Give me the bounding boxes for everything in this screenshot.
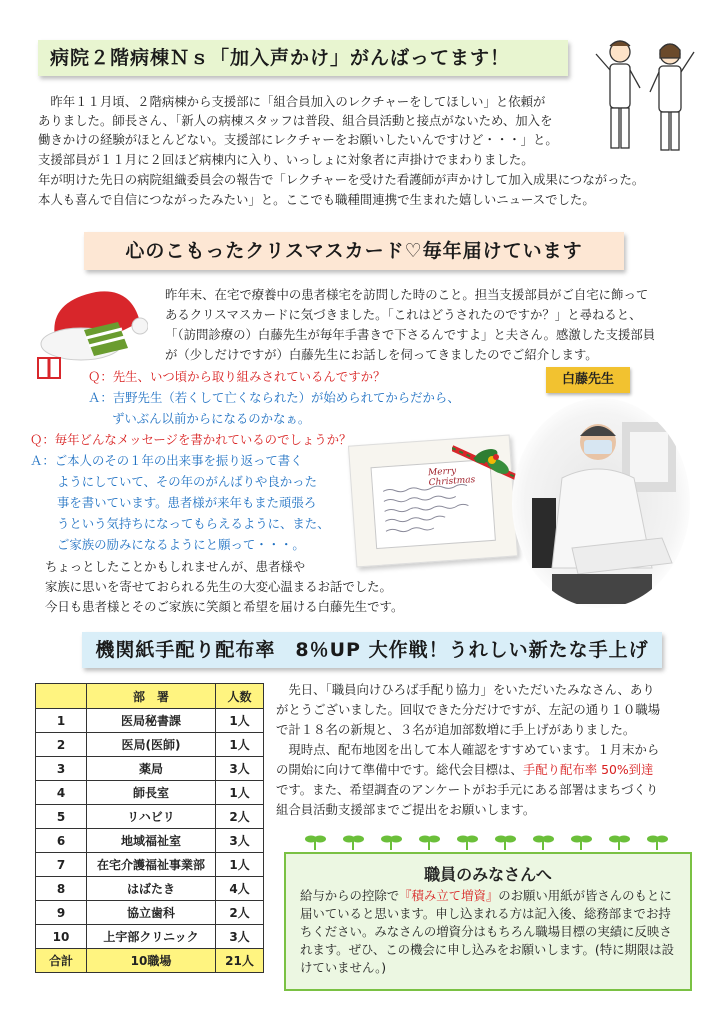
section3-line: 組合員活動支援部までご提出をお願いします。 [276, 802, 536, 817]
member-count: 2人 [216, 805, 264, 829]
department-name: 協立歯科 [87, 901, 216, 925]
section1-line: 本人も喜んで自信につながったみたい」と。ここでも職種間連携で生まれた嬉しいニュースでした。 [38, 192, 595, 207]
member-count: 3人 [216, 757, 264, 781]
department-name: リハビリ [87, 805, 216, 829]
notice-body [300, 887, 676, 977]
member-count: 1人 [216, 709, 264, 733]
section3-line-text: の開始に向けて準備中です。総代会目標は、 [276, 762, 523, 777]
card-greeting: Merry Christmas [427, 466, 476, 489]
table-row [36, 877, 264, 901]
question-1: Ｑ：先生、いつ頃から取り組みされているんですか？ [88, 369, 386, 384]
section3-line: がとうございました。回収できた分だけですが、左記の通り１０職場 [276, 702, 661, 717]
staff-notice-box [284, 852, 692, 991]
section3-line [276, 760, 653, 779]
closing-line: 今日も患者様とそのご家族に笑顔と希望を届ける白藤先生です。 [45, 599, 404, 614]
total-label: 合計 [36, 949, 87, 973]
closing-line: ちょっとしたことかもしれませんが、患者様や [45, 559, 306, 574]
department-name: 地域福祉室 [87, 829, 216, 853]
section3-title: 機関紙手配り配布率 8％UP 大作戦！うれしい新たな手上げ [82, 632, 662, 668]
table-header [36, 684, 87, 709]
table-header: 人数 [216, 684, 264, 709]
department-name: 在宅介護福祉事業部 [87, 853, 216, 877]
answer-2-line: Ａ：ご本人のその１年の出来事を振り返って書く [30, 453, 303, 468]
row-number: 6 [36, 829, 87, 853]
row-number: 5 [36, 805, 87, 829]
answer-1-line: Ａ：吉野先生（若くして亡くなられた）が始められてからだから、 [88, 390, 460, 405]
answer-2-line: うという気持ちになってもらえるように、また、 [57, 516, 330, 531]
table-row [36, 853, 264, 877]
table-row [36, 709, 264, 733]
department-name: 薬局 [87, 757, 216, 781]
doctor-figure [512, 398, 690, 608]
section1-line: 昨年１１月頃、２階病棟から支援部に「組合員加入のレクチャーをしてほしい」と依頼が [38, 94, 546, 109]
row-number: 8 [36, 877, 87, 901]
department-name: 医局(医師) [87, 733, 216, 757]
member-count: 3人 [216, 925, 264, 949]
member-count: 2人 [216, 901, 264, 925]
total-count: 21人 [216, 949, 264, 973]
member-count: 3人 [216, 829, 264, 853]
table-row [36, 757, 264, 781]
section1-line: ありました。師長さん、「新人の病棟スタッフは普段、組合員活動と接点がないため、加入を [38, 113, 553, 128]
department-name: 師長室 [87, 781, 216, 805]
notice-title: 職員のみなさんへ [424, 865, 552, 884]
section2-intro-line: 「（訪問診療の）白藤先生が毎年手書きで下さるんですよ」と夫さん。感激した支援部員 [165, 327, 656, 342]
doctor-photo [512, 398, 690, 608]
department-table [35, 683, 264, 973]
section1-title: 病院２階病棟Ｎｓ「加入声かけ」がんばってます！ [38, 40, 568, 76]
section1-line: 支援部員が１１月に２回ほど病棟内に入り、いっしょに対象者に声掛けでまわりました。 [38, 152, 534, 167]
notice-text-before: 給与からの控除で [300, 888, 400, 903]
section1-line: 年が明けた先日の病院組織委員会の報告で「レクチャーを受けた看護師が声かけして加入成果につながった。 [38, 172, 645, 187]
section3-line: で計１８名の新規と、３名が追加部数増に手上げがありました。 [276, 722, 636, 737]
handwriting-scribble [379, 478, 487, 543]
target-highlight: 手配り配布率 50%到達 [522, 762, 654, 777]
department-name: 上宇部クリニック [87, 925, 216, 949]
row-number: 9 [36, 901, 87, 925]
nurses-illustration [590, 36, 702, 168]
member-count: 1人 [216, 853, 264, 877]
notice-highlight: 『積み立て増資』 [399, 888, 499, 903]
section1-line: 働きかけの経験がほとんどない。支援部にレクチャーをお願いしたいんですけど・・・」と。 [38, 132, 558, 147]
member-count: 1人 [216, 781, 264, 805]
section3-line: 先日、「職員向けひろば手配り協力」をいただいたみなさん、あり [276, 682, 655, 697]
sprout-row-icon [300, 832, 692, 850]
member-count: 1人 [216, 733, 264, 757]
answer-2-line: ご家族の励みになるようにと願って・・・。 [57, 537, 305, 552]
table-row [36, 781, 264, 805]
department-name: はばたき [87, 877, 216, 901]
section3-line: 現時点、配布地図を出して本人確認をすすめています。１月末から [276, 742, 660, 757]
section3-line: です。また、希望調査のアンケートがお手元にある部署はまちづくり [276, 782, 659, 797]
doctor-name-label: 白藤先生 [546, 367, 630, 393]
question-2: Ｑ：毎年どんなメッセージを書かれているのでしょうか？ [30, 432, 352, 447]
table-row [36, 733, 264, 757]
table-header-row [36, 684, 264, 709]
row-number: 4 [36, 781, 87, 805]
row-number: 10 [36, 925, 87, 949]
row-number: 2 [36, 733, 87, 757]
answer-2-line: ようにしていて、その年のがんばりや良かった [57, 474, 317, 489]
table-row [36, 925, 264, 949]
table-row [36, 901, 264, 925]
table-row [36, 829, 264, 853]
table-total-row [36, 949, 264, 973]
table-row [36, 805, 264, 829]
department-name: 医局秘書課 [87, 709, 216, 733]
row-number: 1 [36, 709, 87, 733]
row-number: 3 [36, 757, 87, 781]
section2-intro-line: が（少しだけですが）白藤先生にお話しを伺ってきましたのでご紹介します。 [165, 347, 598, 362]
closing-line: 家族に思いを寄せておられる先生の大変心温まるお話でした。 [45, 579, 392, 594]
section2-intro-line: あるクリスマスカードに気づきました。「これはどうされたのですか？」と尋ねると、 [165, 307, 642, 322]
answer-2-line: 事を書いています。患者様が来年もまた頑張ろ [57, 495, 317, 510]
row-number: 7 [36, 853, 87, 877]
total-departments: 10職場 [87, 949, 216, 973]
member-count: 4人 [216, 877, 264, 901]
section2-title: 心のこもったクリスマスカード♡毎年届けています [84, 232, 624, 270]
answer-1-line: ずいぶん以前からになるのかなぁ。 [112, 411, 311, 426]
notice-text-after: のお願い用紙が皆さんのもとに届いていると思います。申し込まれる方は記入後、総務部までお持ちください。みなさんの増資分はもちろん職場目標の実績に反映されます。ぜひ、この機会に申し込みをお願いします。(特に期限は設けていません。) [300, 888, 675, 975]
section2-intro-line: 昨年末、在宅で療養中の患者様宅を訪問した時のこと。担当支援部員がご自宅に飾って [165, 287, 649, 302]
table-header: 部 署 [87, 684, 216, 709]
